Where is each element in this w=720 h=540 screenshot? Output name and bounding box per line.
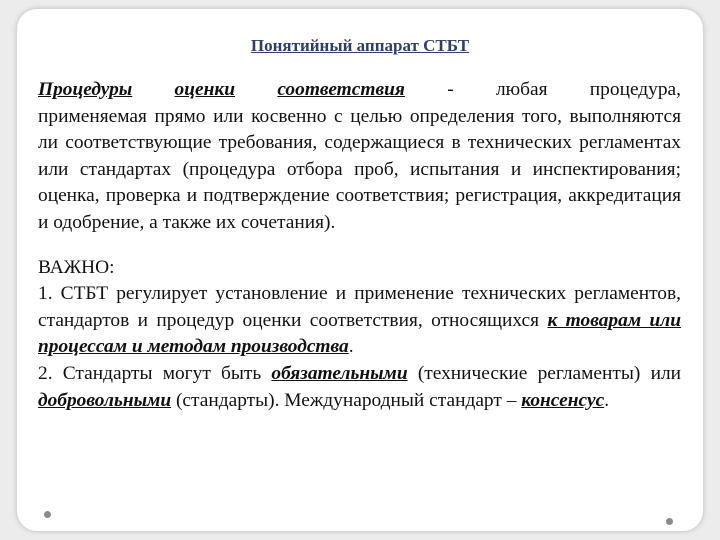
item-2-rest: (стандарты). Международный стандарт – [175,389,517,411]
definition-line-1-rest: любая процедура, [495,79,682,100]
term-procedures: Процедуры [38,79,133,100]
slide [17,9,703,531]
term-assessment: оценки [174,79,236,100]
important-item-2 [38,361,681,414]
definition-dash: - [447,79,454,100]
item-2-end: . [604,389,610,411]
item-1-emphasis: к товарам или процессам и методам производства [38,309,681,358]
slide-content [38,77,681,414]
definition-line-1 [38,77,681,104]
item-2-consensus: консенсус [521,389,605,411]
item-1-end: . [348,336,354,358]
important-item-1 [38,281,681,361]
slide-title: Понятийный аппарат СТБТ [250,36,470,55]
corner-dot-bottom-right [666,518,673,525]
corner-dot-bottom-left [44,511,51,518]
item-2-start: 2. Стандарты могут быть [38,362,262,384]
item-2-voluntary: добровольными [38,389,172,411]
item-2-mandatory: обязательными [271,362,408,384]
item-1-text: 1. СТБТ регулирует установление и применение технических регламентов, стандартов и процедур оценки соответствия, относящихся [38,283,681,331]
item-2-mid: (технические регламенты) или [417,362,681,384]
term-conformity: соответствия [277,79,405,100]
important-heading: ВАЖНО: [38,256,115,278]
definition-text: применяемая прямо или косвенно с целью определения того, выполняются ли соответствующие требования, содержащиеся в технических регламентах или стандартах (процедура отбора проб, испытания и инспектирования; оценка, проверка и подтверждение соответствия; регистрация, аккредитация и одобрение, а также их сочетания). [38,105,681,233]
